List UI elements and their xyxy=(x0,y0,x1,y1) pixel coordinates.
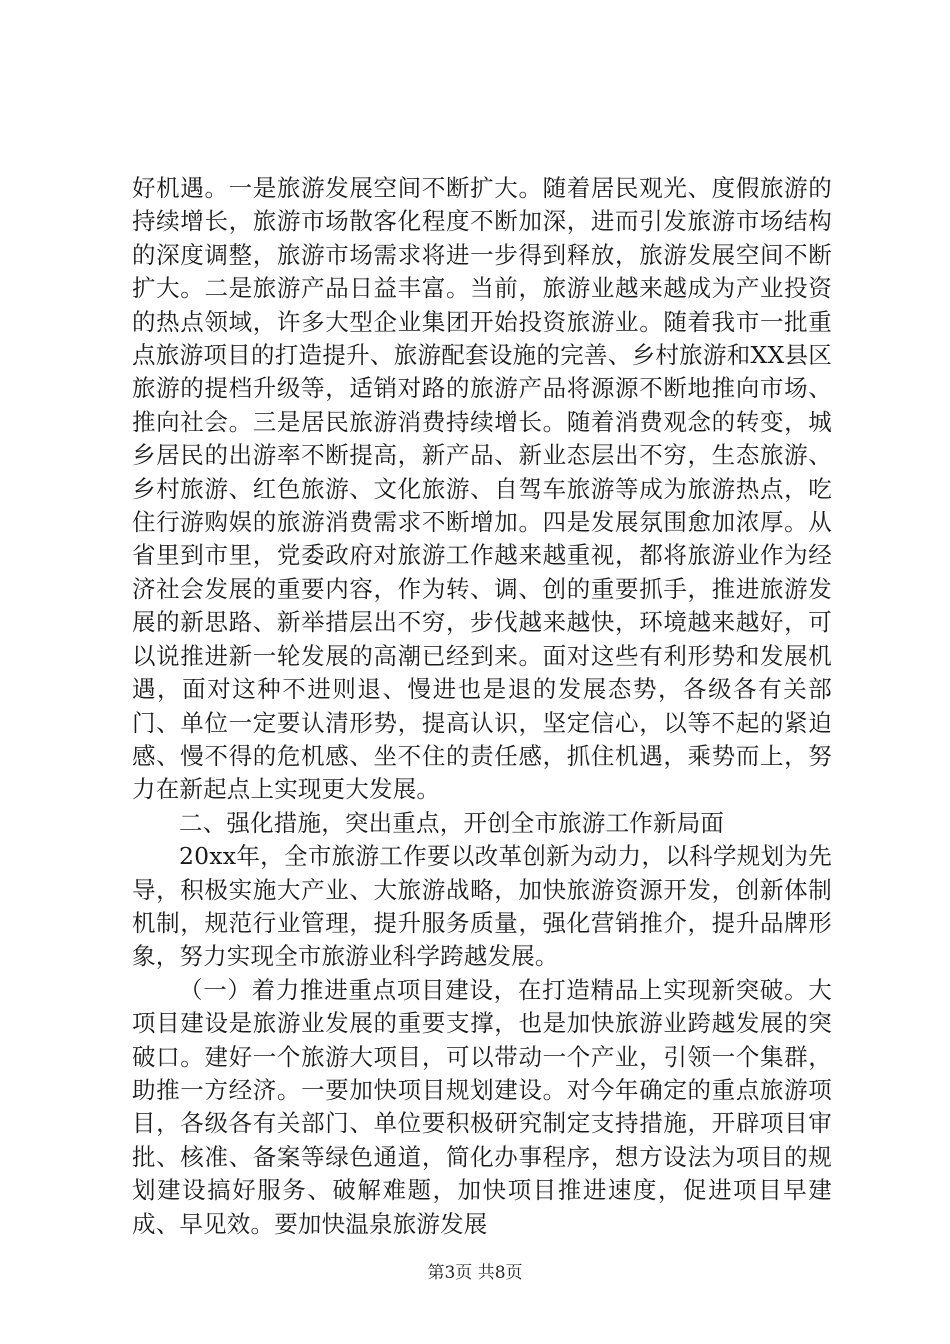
paragraph-key-projects: （一）着力推进重点项目建设，在打造精品上实现新突破。大项目建设是旅游业发展的重要支撑，也是加快旅游业跨越发展的突破口。建好一个旅游大项目，可以带动一个产业，引领一个集群，助推一方经济。一要加快项目规划建设。对今年确定的重点旅游项目，各级各有关部门、单位要积极研究制定支持措施，开辟项目审批、核准、备案等绿色通道，简化办事程序，想方设法为项目的规划建设搞好服务、破解难题，加快项目推进速度，促进项目早建成、早见效。要加快温泉旅游发展 xyxy=(132,975,832,1238)
paragraph-tourism-opportunities: 好机遇。一是旅游发展空间不断扩大。随着居民观光、度假旅游的持续增长，旅游市场散客化程度不断加深，进而引发旅游市场结构的深度调整，旅游市场需求将进一步得到释放，旅游发展空间不断扩大。二是旅游产品日益丰富。当前，旅游业越来越成为产业投资的热点领域，许多大型企业集团开始投资旅游业。随着我市一批重点旅游项目的打造提升、旅游配套设施的完善、乡村旅游和XX县区旅游的提档升级等，适销对路的旅游产品将源源不断地推向市场、推向社会。三是居民旅游消费持续增长。随着消费观念的转变，城乡居民的出游率不断提高，新产品、新业态层出不穷，生态旅游、乡村旅游、红色旅游、文化旅游、自驾车旅游等成为旅游热点，吃住行游购娱的旅游消费需求不断增加。四是发展氛围愈加浓厚。从省里到市里，党委政府对旅游工作越来越重视，都将旅游业作为经济社会发展的重要内容，作为转、调、创的重要抓手，推进旅游发展的新思路、新举措层出不穷，步伐越来越快，环境越来越好，可以说推进新一轮发展的高潮已经到来。面对这些有利形势和发展机遇，面对这种不进则退、慢进也是退的发展态势，各级各有关部门、单位一定要认清形势，提高认识，坚定信心，以等不起的紧迫感、慢不得的危机感、坐不住的责任感，抓住机遇，乘势而上，努力在新起点上实现更大发展。 xyxy=(132,174,832,804)
section-heading-measures: 二、强化措施，突出重点，开创全市旅游工作新局面 xyxy=(179,808,725,837)
document-body xyxy=(132,172,832,1241)
page-number-footer: 第3页 共8页 xyxy=(427,1263,523,1283)
paragraph-annual-goals: 20xx年，全市旅游工作要以改革创新为动力，以科学规划为先导，积极实施大产业、大旅游战略，加快旅游资源开发，创新体制机制，规范行业管理，提升服务质量，强化营销推介，提升品牌形象，努力实现全市旅游业科学跨越发展。 xyxy=(132,842,832,971)
